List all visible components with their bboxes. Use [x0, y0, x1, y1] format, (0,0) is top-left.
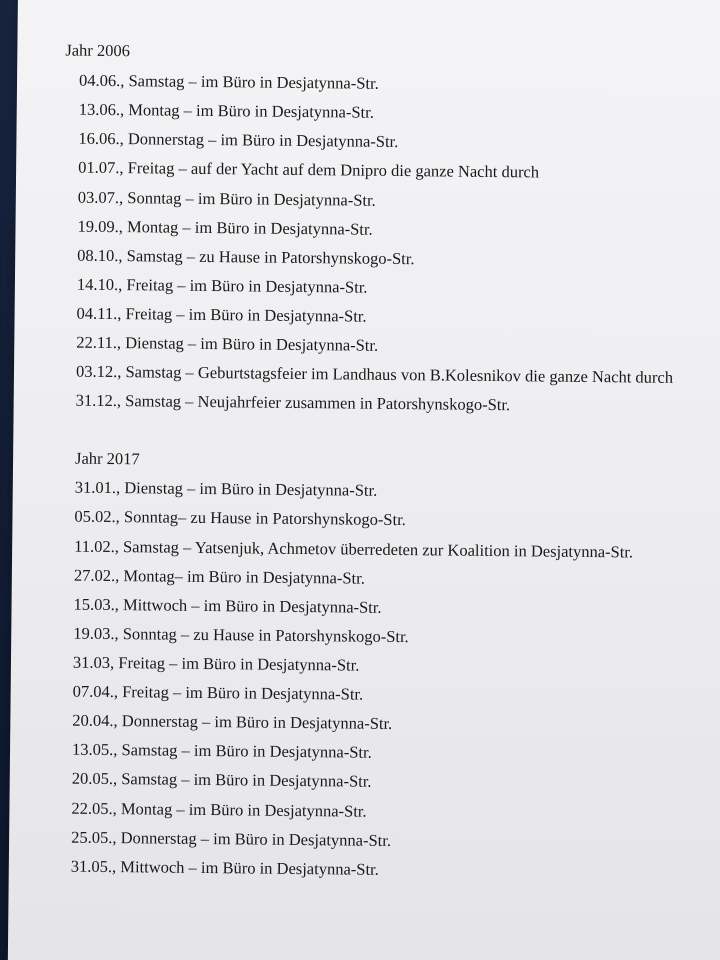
date-entry: 31.12., Samstag – Neujahrfeier zusammen in Patorshynskogo-Str.	[75, 390, 511, 415]
date-entry: 13.05., Samstag – im Büro in Desjatynna-Str.	[71, 739, 372, 762]
date-entry: 14.10., Freitag – im Büro in Desjatynna-Str.	[76, 274, 368, 297]
date-entry: 16.06., Donnerstag – im Büro in Desjatynna-Str.	[78, 128, 399, 151]
date-entry: 04.06., Samstag – im Büro in Desjatynna-Str.	[78, 70, 379, 93]
date-entry: 11.02., Samstag – Yatsenjuk, Achmetov überredeten zur Koalition in Desjatynna-Str.	[74, 536, 634, 562]
date-entry: 31.05., Mittwoch – im Büro in Desjatynna-Str.	[70, 856, 379, 879]
date-entry: 03.12., Samstag – Geburtstagsfeier im Landhaus von B.Kolesnikov die ganze Nacht durch	[75, 361, 674, 387]
paper-sheet	[8, 0, 720, 960]
date-entry: 15.03., Mittwoch – im Büro in Desjatynna-Str.	[73, 594, 382, 617]
date-entry: 05.02., Sonntag– zu Hause in Patorshynskogo-Str.	[74, 506, 406, 530]
date-entry: 01.07., Freitag – auf der Yacht auf dem Dnipro die ganze Nacht durch	[78, 157, 540, 182]
date-entry: 22.11., Dienstag – im Büro in Desjatynna-Str.	[76, 332, 379, 355]
date-entry: 22.05., Montag – im Büro in Desjatynna-Str.	[71, 798, 367, 821]
section-heading-2006: Jahr 2006	[65, 40, 131, 61]
date-entry: 03.07., Sonntag – im Büro in Desjatynna-Str.	[77, 187, 376, 210]
date-entry: 08.10., Samstag – zu Hause in Patorshynskogo-Str.	[77, 245, 415, 269]
date-entry: 25.05., Donnerstag – im Büro in Desjatynna-Str.	[71, 827, 392, 850]
date-entry: 20.04., Donnerstag – im Büro in Desjatynna-Str.	[72, 710, 393, 733]
date-entry: 20.05., Samstag – im Büro in Desjatynna-Str.	[71, 768, 372, 791]
section-heading-2017: Jahr 2017	[75, 448, 140, 469]
date-entry: 04.11., Freitag – im Büro in Desjatynna-Str.	[76, 303, 367, 326]
date-entry: 07.04., Freitag – im Büro in Desjatynna-Str.	[72, 681, 364, 704]
date-entry: 27.02., Montag– im Büro in Desjatynna-Str.	[73, 565, 365, 588]
date-entry: 31.01., Dienstag – im Büro in Desjatynna-Str.	[74, 477, 378, 500]
date-entry: 13.06., Montag – im Büro in Desjatynna-Str.	[78, 99, 374, 122]
date-entry: 31.03, Freitag – im Büro in Desjatynna-Str.	[72, 652, 360, 675]
date-entry: 19.09., Montag – im Büro in Desjatynna-Str.	[77, 216, 373, 239]
date-entry: 19.03., Sonntag – zu Hause in Patorshynskogo-Str.	[73, 623, 409, 647]
